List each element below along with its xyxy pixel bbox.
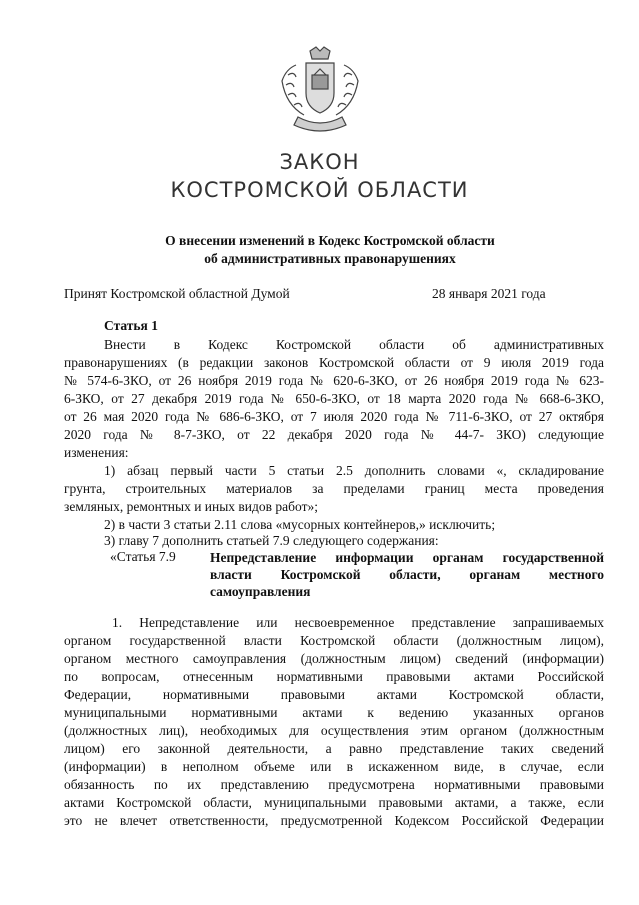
- article1-line: № 574-6-ЗКО, от 26 ноября 2019 года № 620-6-ЗКО, от 26 ноября 2019 года № 623-: [64, 373, 604, 388]
- paragraph1-line: (должностных лиц), необходимых для осуществления этим органом (должностным: [64, 723, 604, 738]
- paragraph1-line: актами Костромской области, муниципальными правовыми актами, а также, если: [64, 795, 604, 810]
- article1-line: правонарушениях (в редакции законов Костромской области от 9 июля 2019 года: [64, 355, 604, 370]
- article1-line: 6-ЗКО, от 27 декабря 2019 года № 650-6-ЗКО, от 18 марта 2020 года № 668-6-ЗКО,: [64, 391, 604, 406]
- adopted-date-text: 28 января 2021 года: [432, 286, 546, 301]
- item1-line: земляных, ремонтных и иных видов работ»;: [64, 499, 318, 514]
- article-7-9-title-line: власти Костромской области, органам местного: [210, 567, 604, 582]
- paragraph1-line: органом местного самоуправления (должностным лицом) сведений (информации): [64, 651, 604, 666]
- paragraph1-line: 1. Непредставление или несвоевременное представление запрашиваемых: [112, 615, 604, 630]
- item2-line: 2) в части 3 статьи 2.11 слова «мусорных контейнеров,» исключить;: [104, 517, 496, 532]
- article1-line: от 26 мая 2020 года № 686-6-ЗКО, от 7 июля 2020 года № 711-6-ЗКО, от 27 октября: [64, 409, 604, 424]
- article-1-label: Статья 1: [104, 318, 158, 333]
- article1-line: 2020 года № 8-7-ЗКО, от 22 декабря 2020 года № 44-7- ЗКО) следующие: [64, 427, 604, 442]
- paragraph1-line: по вопросам, отнесенным нормативными правовыми актами Российской: [64, 669, 604, 684]
- law-title-line1: ЗАКОН: [279, 150, 360, 174]
- coat-of-arms-emblem: [266, 45, 374, 141]
- paragraph1-line: это не влечет ответственности, предусмотренной Кодексом Российской Федерации: [64, 813, 604, 828]
- paragraph1-line: (информации) в неполном объеме или в искаженном виде, в случае, если: [64, 759, 604, 774]
- article-7-9-label: «Статья 7.9: [110, 549, 176, 564]
- document-heading-line1: О внесении изменений в Кодекс Костромской области: [165, 233, 495, 248]
- item1-line: грунта, строительных материалов за пределами границ места проведения: [64, 481, 604, 496]
- item3-line: 3) главу 7 дополнить статьей 7.9 следующего содержания:: [104, 533, 439, 548]
- article-7-9-title-line: Непредставление информации органам государственной: [210, 550, 604, 565]
- adopted-by-text: Принят Костромской областной Думой: [64, 286, 290, 301]
- paragraph1-line: Федерации, нормативными правовыми актами Костромской области,: [64, 687, 604, 702]
- document-heading-line2: об административных правонарушениях: [204, 251, 456, 266]
- paragraph1-line: обязанность по их представлению предусмотрена нормативными правовыми: [64, 777, 604, 792]
- paragraph1-line: органом государственной власти Костромской области (должностным лицом),: [64, 633, 604, 648]
- paragraph1-line: муниципальными нормативными актами к ведению указанных органов: [64, 705, 604, 720]
- law-title-line2: КОСТРОМСКОЙ ОБЛАСТИ: [170, 178, 469, 202]
- article1-line: Внести в Кодекс Костромской области об административных: [104, 337, 604, 352]
- item1-line: 1) абзац первый части 5 статьи 2.5 дополнить словами «, складирование: [104, 463, 604, 478]
- paragraph1-line: лицом) его законной деятельности, а равно представление таких сведений: [64, 741, 604, 756]
- article1-line: изменения:: [64, 445, 129, 460]
- article-7-9-title-line: самоуправления: [210, 584, 311, 599]
